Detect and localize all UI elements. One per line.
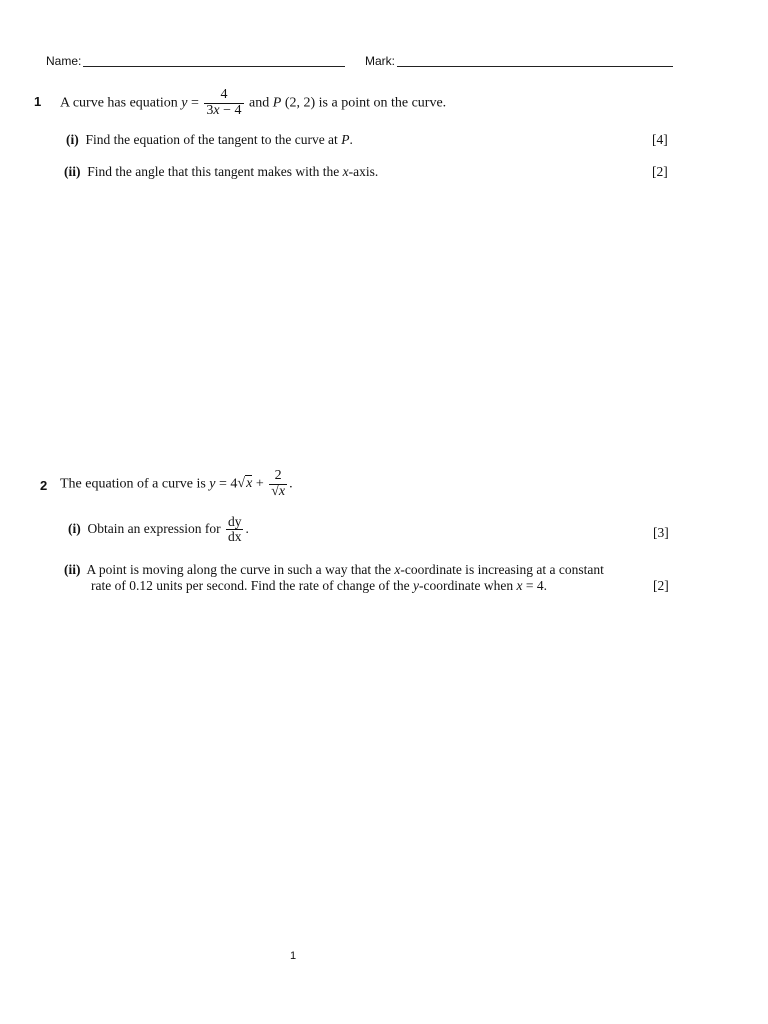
name-field-line[interactable] xyxy=(83,66,345,67)
q1-part-i-label: (i) xyxy=(66,132,79,147)
q1-part-ii-label: (ii) xyxy=(64,164,81,179)
q1-point-p: P xyxy=(272,95,282,111)
q1-frac-numerator: 4 xyxy=(220,87,228,102)
q1-part-i-marks: [4] xyxy=(652,132,668,147)
q1-part-ii-text: Find the angle that this tangent makes with the xyxy=(87,164,343,179)
q2-part-ii-marks: [2] xyxy=(653,578,669,593)
page-number: 1 xyxy=(290,950,297,962)
name-label: Name: xyxy=(46,54,82,68)
q1-fraction xyxy=(204,88,243,118)
mark-field-line[interactable] xyxy=(397,66,673,67)
q2-intro-text: The equation of a curve is xyxy=(60,476,210,492)
question-2-part-ii-line-1: (ii) A point is moving along the curve in such a way that the x-coordinate is increasing at a constant xyxy=(64,562,604,577)
question-1-number: 1 xyxy=(34,94,42,109)
q1-part-i-p: P xyxy=(341,132,350,147)
q1-frac-denominator: 3x − 4 xyxy=(206,102,242,118)
q2-frac-denominator: √x xyxy=(271,483,286,499)
q2-part-i-label: (i) xyxy=(68,520,81,536)
q1-intro-text: A curve has equation xyxy=(60,95,182,111)
q2-part-ii-label: (ii) xyxy=(64,562,81,577)
q2-part-i-marks: [3] xyxy=(653,525,669,540)
q2-y-var: y xyxy=(209,476,216,492)
question-1-stem xyxy=(60,88,446,118)
question-2-stem: The equation of a curve is y = 4√x + $\frac{2}{√x}$ . xyxy=(60,468,293,499)
q2-part-i-text: Obtain an expression for xyxy=(87,520,224,536)
q2-fraction xyxy=(269,469,287,499)
question-2-number: 2 xyxy=(40,478,48,493)
question-2-part-i: (i) Obtain an expression for $\frac{dy}{dx}$ . xyxy=(68,514,249,545)
q1-intro-end: (2, 2) is a point on the curve. xyxy=(281,95,447,111)
q1-part-i-text: Find the equation of the tangent to the curve at xyxy=(85,132,342,147)
q2-sqrt-x: √x xyxy=(237,476,253,492)
q1-part-ii-marks: [2] xyxy=(652,164,668,179)
question-1-part-ii: (ii) Find the angle that this tangent makes with the x-axis. xyxy=(64,164,379,179)
q1-equals: = xyxy=(187,95,199,111)
q2-dydx-fraction: $\frac{dy}{dx}$ xyxy=(227,514,242,545)
q1-intro-and: and xyxy=(249,95,273,111)
mark-label: Mark: xyxy=(365,54,395,68)
q2-frac-numerator: 2 xyxy=(274,468,282,483)
question-1-part-i: (i) Find the equation of the tangent to the curve at P. xyxy=(66,132,353,147)
q1-y-var: y xyxy=(181,95,188,111)
question-2-part-ii-line-2: rate of 0.12 units per second. Find the rate of change of the y-coordinate when x = 4. xyxy=(91,578,547,593)
